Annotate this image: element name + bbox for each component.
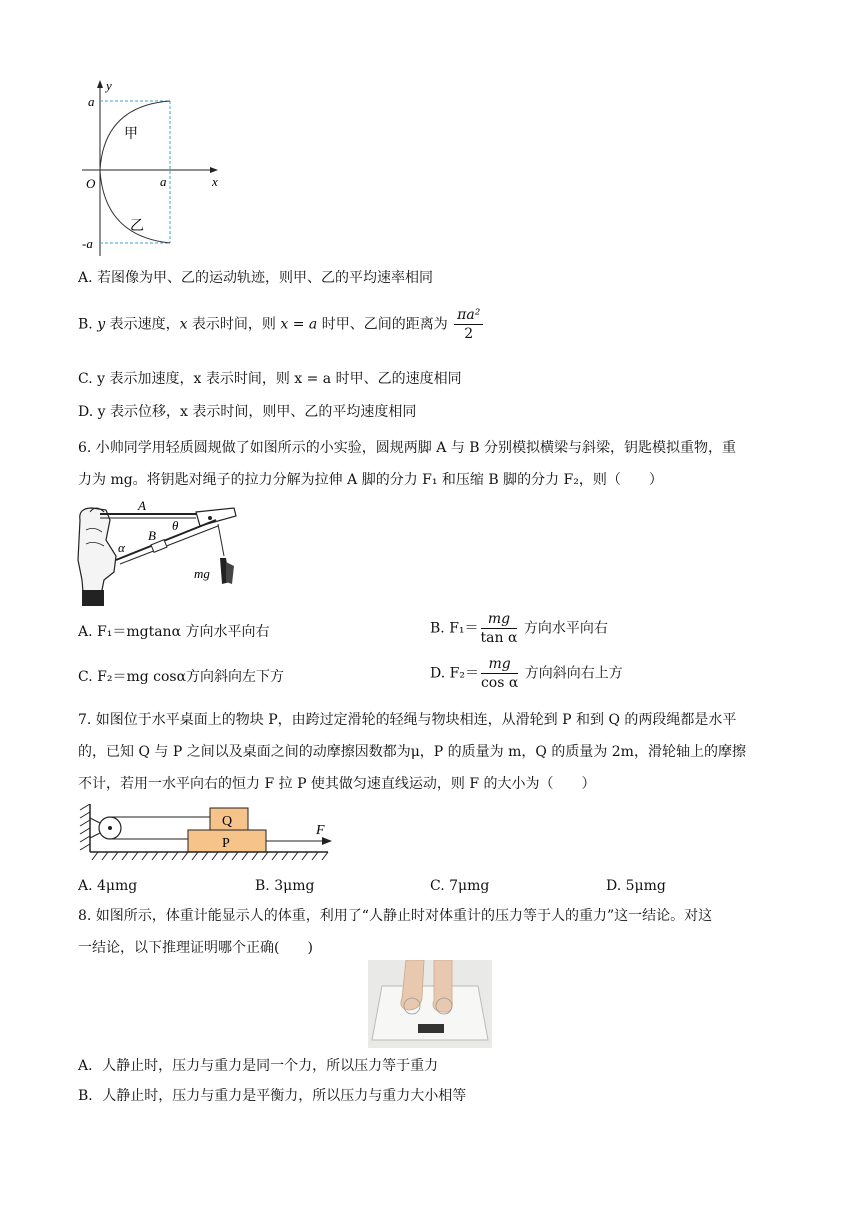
q7-option-b: B. 3μmg bbox=[255, 878, 315, 894]
graph-x-label: x bbox=[212, 174, 218, 189]
q5-option-c: C. y 表示加速度，x 表示时间，则 x = a 时甲、乙的速度相同 bbox=[78, 371, 462, 387]
q7-fig-label-q: Q bbox=[222, 814, 233, 829]
q7-option-d: D. 5μmg bbox=[606, 878, 666, 894]
q6-d-fraction: $\frac{mg}{\text{cos α}}$ bbox=[480, 656, 519, 691]
q5-b-fraction: $\frac{\text{πa²}}{2}$ bbox=[454, 306, 483, 343]
graph-label-jia: 甲 bbox=[124, 126, 138, 142]
q6-fig-label-b: B bbox=[148, 528, 156, 543]
graph-tick-a-top: a bbox=[88, 94, 95, 109]
q5-option-a: A. 若图像为甲、乙的运动轨迹，则甲、乙的平均速率相同 bbox=[78, 270, 434, 286]
q6-b-fraction: $\frac{mg}{\text{tan α}}$ bbox=[480, 611, 518, 646]
graph-origin: O bbox=[86, 176, 96, 191]
q8-stem-line1: 8. 如图所示，体重计能显示人的体重，利用了“人静止时对体重计的压力等于人的重力”这一结论。对这 bbox=[78, 908, 713, 924]
graph-label-yi: 乙 bbox=[130, 218, 144, 234]
q6-stem-line1: 6. 小帅同学用轻质圆规做了如图所示的小实验，圆规两脚 A 与 B 分别模拟横梁与斜梁，钥匙模拟重物，重 bbox=[78, 440, 737, 456]
q8-scale-photo bbox=[368, 960, 492, 1048]
q6-option-c: C. F₂＝mg cosα方向斜向左下方 bbox=[78, 669, 285, 685]
q6-option-a: A. F₁＝mgtanα 方向水平向右 bbox=[78, 624, 270, 640]
q5-option-d: D. y 表示位移，x 表示时间，则甲、乙的平均速度相同 bbox=[78, 404, 417, 420]
q6-fig-label-a: A bbox=[138, 500, 146, 513]
q7-pulley-figure bbox=[78, 804, 338, 864]
q5-graph bbox=[72, 76, 232, 266]
q6-option-d: D. F₂＝ $\frac{mg}{\text{cos α}}$ 方向斜向右上方 bbox=[430, 656, 623, 691]
q6-fig-label-theta: θ bbox=[172, 518, 179, 533]
q8-option-b: B．人静止时，压力与重力是平衡力，所以压力与重力大小相等 bbox=[78, 1088, 467, 1104]
q6-fig-label-alpha: α bbox=[118, 540, 125, 555]
q7-fig-label-p: P bbox=[222, 836, 230, 851]
q5-option-b: B. y 表示速度，x 表示时间，则 x = a 时甲、乙间的距离为 $\frac{\text{πa²}}{2}$ bbox=[78, 306, 485, 343]
q6-compass-figure bbox=[76, 500, 246, 608]
q6-fig-label-mg: mg bbox=[194, 566, 210, 581]
graph-tick-a-bottom: -a bbox=[82, 236, 93, 251]
q7-stem-line3: 不计，若用一水平向右的恒力 F 拉 P 使其做匀速直线运动，则 F 的大小为（ ） bbox=[78, 776, 596, 792]
q6-option-b: B. F₁＝ $\frac{mg}{\text{tan α}}$ 方向水平向右 bbox=[430, 611, 608, 646]
q7-stem-line1: 7. 如图位于水平桌面上的物块 P，由跨过定滑轮的轻绳与物块相连，从滑轮到 P 和到 Q 的两段绳都是水平 bbox=[78, 712, 737, 728]
graph-y-label: y bbox=[106, 78, 112, 93]
q6-stem-line2: 力为 mg。将钥匙对绳子的拉力分解为拉伸 A 脚的分力 F₁ 和压缩 B 脚的分力 F₂，则（ ） bbox=[78, 472, 663, 488]
q8-option-a: A．人静止时，压力与重力是同一个力，所以压力等于重力 bbox=[78, 1058, 439, 1074]
q7-option-a: A. 4μmg bbox=[78, 878, 138, 894]
q8-stem-line2: 一结论，以下推理证明哪个正确( ) bbox=[78, 940, 313, 956]
q7-stem-line2: 的，已知 Q 与 P 之间以及桌面之间的动摩擦因数都为μ，P 的质量为 m，Q 的质量为 2m，滑轮轴上的摩擦 bbox=[78, 744, 746, 760]
q7-fig-label-f: F bbox=[316, 823, 325, 838]
graph-tick-a-x: a bbox=[160, 174, 167, 189]
q7-option-c: C. 7μmg bbox=[430, 878, 490, 894]
